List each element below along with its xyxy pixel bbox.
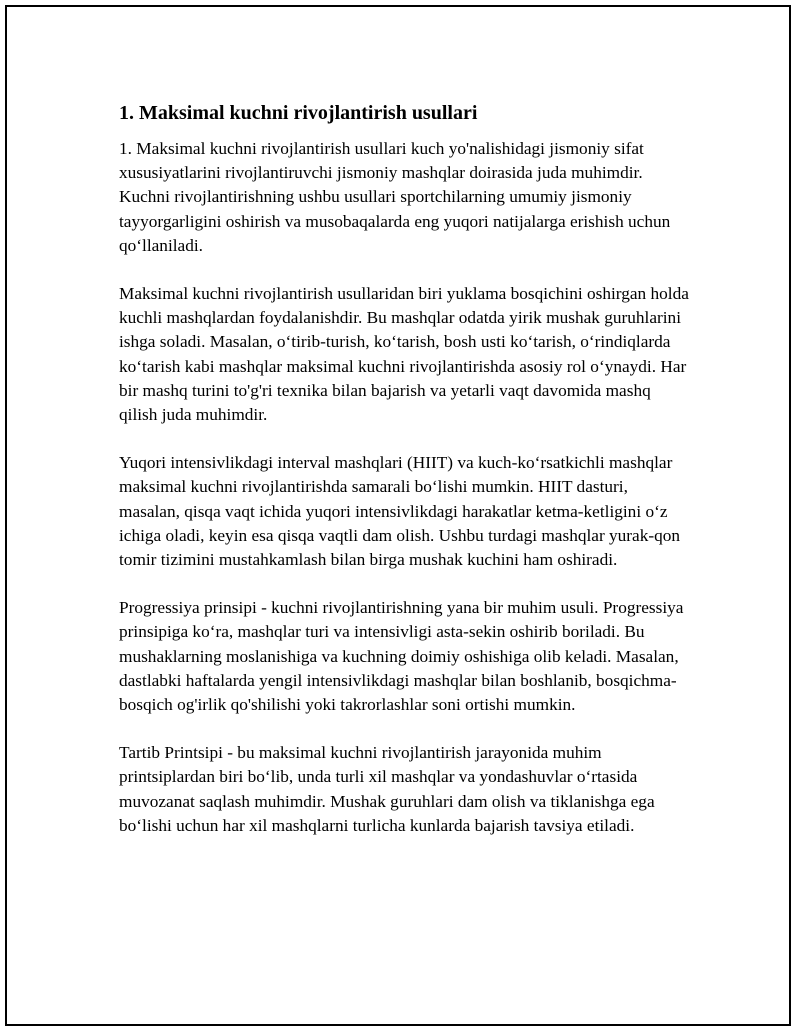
paragraph-intro: 1. Maksimal kuchni rivojlantirish usullari kuch yo'nalishidagi jismoniy sifat xususiyatlarini rivojlantiruvchi jismoniy mashqlar doirasida juda muhimdir. Kuchni rivojlantirishning ushbu usullari sportchilarning umumiy jismoniy tayyorgarligini oshirish va musobaqalarda eng yuqori natijalarga erishish uchun qo‘llaniladi. bbox=[119, 139, 671, 255]
paragraph-hiit: Yuqori intensivlikdagi interval mashqlari (HIIT) va kuch-ko‘rsatkichli mashqlar maksimal kuchni rivojlantirishda samarali bo‘lishi mumkin. HIIT dasturi, masalan, qisqa vaqt ichida yuqori intensivlikdagi harakatlar ketma-ketligini o‘z ichiga oladi, keyin esa qisqa vaqtli dam olish. Ushbu turdagi mashqlar yurak-qon tomir tizimini mustahkamlash bilan birga mushak kuchini ham oshiradi. bbox=[119, 453, 681, 570]
paragraph-progression: Progressiya prinsipi - kuchni rivojlantirishning yana bir muhim usuli. Progressiya prinsipiga ko‘ra, mashqlar turi va intensivligi asta-sekin oshirib boriladi. Bu mushaklarning moslanishiga va kuchning doimiy oshishiga olib keladi. Masalan, dastlabki haftalarda yengil intensivlikdagi mashqlar bilan boshlanib, bosqichma-bosqich og'irlik qo'shilishi yoki takrorlashlar soni ortishi mumkin. bbox=[119, 598, 684, 715]
paragraph-heavy-exercises: Maksimal kuchni rivojlantirish usullaridan biri yuklama bosqichini oshirgan holda kuchli mashqlardan foydalanishdir. Bu mashqlar odatda yirik mushak guruhlarini ishga soladi. Masalan, o‘tirib-turish, ko‘tarish, bosh usti ko‘tarish, o‘rindiqlarda ko‘tarish kabi mashqlar maksimal kuchni rivojlantirishda asosiy rol o‘ynaydi. Har bir mashq turini to'g'ri texnika bilan bajarish va yetarli vaqt davomida mashq qilish juda muhimdir. bbox=[119, 284, 689, 425]
paragraph-order-principle: Tartib Printsipi - bu maksimal kuchni rivojlantirish jarayonida muhim printsiplardan biri bo‘lib, unda turli xil mashqlar va yondashuvlar o‘rtasida muvozanat saqlash muhimdir. Mushak guruhlari dam olish va tiklanishga ega bo‘lishi uchun har xil mashqlarni turlicha kunlarda bajarish tavsiya etiladi. bbox=[119, 743, 655, 835]
section-heading: 1. Maksimal kuchni rivojlantirish usullari bbox=[119, 102, 478, 124]
document-body bbox=[119, 99, 689, 862]
document-page bbox=[5, 5, 791, 1026]
